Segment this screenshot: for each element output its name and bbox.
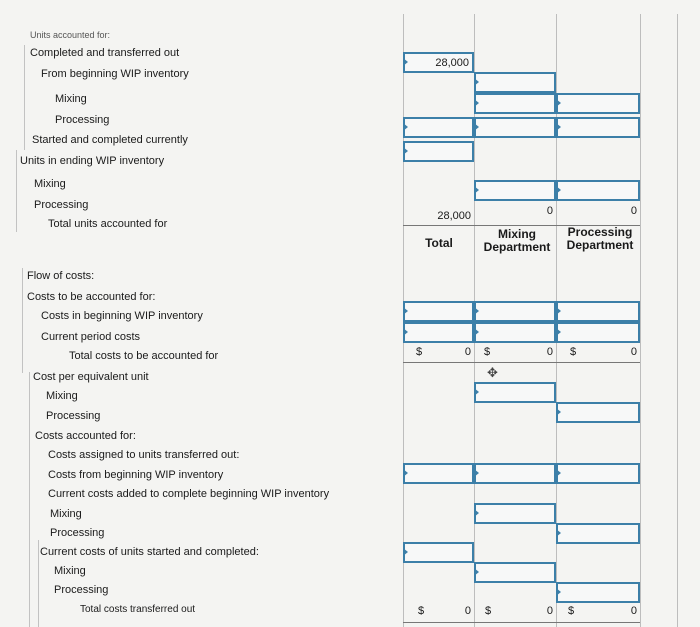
row-label: Mixing <box>54 565 86 577</box>
input-field[interactable] <box>403 117 474 138</box>
dollar-sign: $ <box>485 605 492 617</box>
move-cursor-icon: ✥ <box>487 365 498 380</box>
total-units-total: 28,000 <box>437 210 471 222</box>
cutoff-label: Units accounted for: <box>30 30 111 40</box>
row-label: Processing <box>50 527 105 539</box>
row-label: Costs from beginning WIP inventory <box>48 469 224 481</box>
total-units-mixing: 0 <box>546 205 553 217</box>
input-field[interactable] <box>556 322 640 343</box>
row-label: Mixing <box>55 93 87 105</box>
dollar-sign: $ <box>570 346 577 358</box>
row-label: Costs assigned to units transferred out: <box>48 449 240 461</box>
row-label: Current period costs <box>41 331 141 343</box>
input-field[interactable] <box>474 117 556 138</box>
costs-mixing: 0 <box>546 346 553 358</box>
input-field[interactable] <box>474 180 556 201</box>
transferred-processing: 0 <box>630 605 637 617</box>
input-field[interactable] <box>556 117 640 138</box>
input-field[interactable] <box>474 382 556 403</box>
row-label: From beginning WIP inventory <box>41 68 189 80</box>
row-label: Flow of costs: <box>27 270 95 282</box>
row-label: Cost per equivalent unit <box>33 371 149 383</box>
header-processing: Processing Department <box>566 225 634 252</box>
row-label: Processing <box>46 410 101 422</box>
row-label: Started and completed currently <box>32 134 188 146</box>
input-field[interactable] <box>403 322 474 343</box>
input-field[interactable] <box>403 463 474 484</box>
input-field[interactable] <box>556 582 640 603</box>
dollar-sign: $ <box>484 346 491 358</box>
input-field[interactable] <box>556 523 640 544</box>
input-field[interactable] <box>556 93 640 114</box>
input-field[interactable] <box>556 402 640 423</box>
row-label: Mixing <box>46 390 78 402</box>
input-field[interactable] <box>556 180 640 201</box>
costs-processing: 0 <box>630 346 637 358</box>
input-field[interactable] <box>474 322 556 343</box>
input-field[interactable] <box>474 93 556 114</box>
row-label: Units in ending WIP inventory <box>20 155 165 167</box>
row-label: Costs in beginning WIP inventory <box>41 310 203 322</box>
costs-total: 0 <box>464 346 471 358</box>
row-label: Completed and transferred out <box>30 47 180 59</box>
cell-value: 28,000 <box>435 57 469 69</box>
header-total: Total <box>425 236 453 250</box>
row-label: Total costs transferred out <box>80 604 196 615</box>
row-label: Mixing <box>50 508 82 520</box>
transferred-mixing: 0 <box>546 605 553 617</box>
input-field[interactable] <box>556 463 640 484</box>
row-label: Mixing <box>34 178 66 190</box>
transferred-total: 0 <box>464 605 471 617</box>
dollar-sign: $ <box>568 605 575 617</box>
dollar-sign: $ <box>416 346 423 358</box>
input-field[interactable] <box>556 301 640 322</box>
row-label: Processing <box>34 199 89 211</box>
row-label: Total units accounted for <box>48 218 168 230</box>
input-field[interactable] <box>403 141 474 162</box>
row-label: Total costs to be accounted for <box>69 350 219 362</box>
dollar-sign: $ <box>418 605 425 617</box>
row-label: Current costs of units started and completed: <box>40 546 259 558</box>
total-units-processing: 0 <box>630 205 637 217</box>
row-label: Costs to be accounted for: <box>27 291 156 303</box>
row-label: Processing <box>54 584 109 596</box>
input-field[interactable] <box>403 542 474 563</box>
input-field[interactable] <box>474 72 556 93</box>
input-field[interactable] <box>403 301 474 322</box>
row-label: Processing <box>55 114 110 126</box>
row-label: Costs accounted for: <box>35 430 136 442</box>
input-field[interactable] <box>474 562 556 583</box>
header-mixing: Mixing Department <box>483 227 551 254</box>
row-label: Current costs added to complete beginning WIP inventory <box>48 488 330 500</box>
input-field[interactable] <box>474 301 556 322</box>
input-field[interactable] <box>474 463 556 484</box>
completed-total-cell[interactable] <box>403 52 474 73</box>
input-field[interactable] <box>474 503 556 524</box>
